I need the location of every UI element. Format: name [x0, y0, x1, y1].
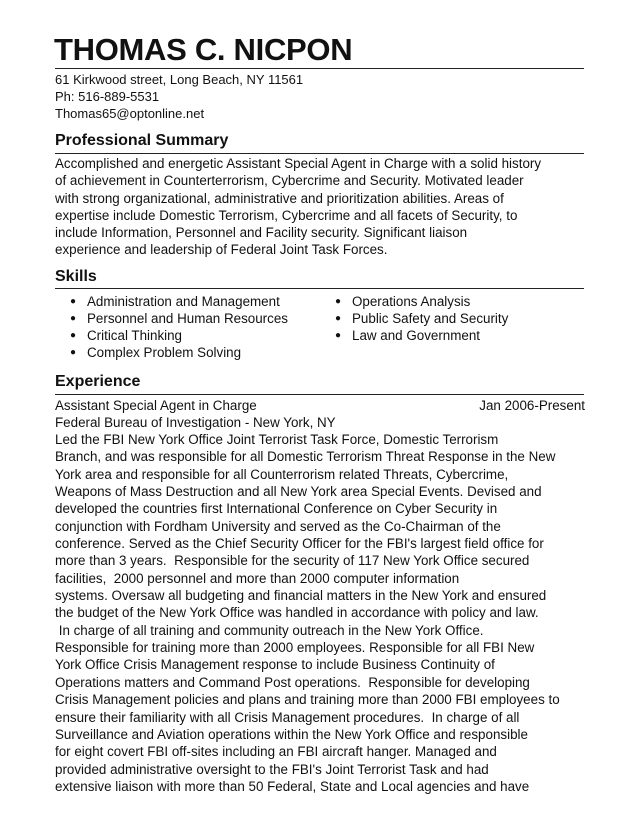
skill-item	[67, 327, 288, 344]
summary-line: expertise include Domestic Terrorism, Cybercrime and all facets of Security, to	[55, 207, 518, 223]
job-dates: Jan 2006-Present	[479, 398, 585, 413]
summary-line: experience and leadership of Federal Joint Task Forces.	[55, 242, 388, 258]
job-description-line: Branch, and was responsible for all Domestic Terrorism Threat Response in the New	[55, 449, 556, 465]
job-description-line: ensure their familiarity with all Crisis Management procedures. In charge of all	[55, 709, 520, 725]
divider	[55, 394, 584, 395]
job-description-line: more than 3 years. Responsible for the security of 117 New York Office secured	[55, 553, 530, 569]
job-description-line: York Office Crisis Management response to include Business Continuity of	[55, 657, 495, 673]
job-description-line: for eight covert FBI off-sites including an FBI aircraft hanger. Managed and	[55, 744, 497, 760]
experience-heading: Experience	[55, 373, 141, 390]
bullet-icon: ●	[70, 296, 77, 307]
job-description-line: Led the FBI New York Office Joint Terrorist Task Force, Domestic Terrorism	[55, 432, 499, 447]
summary-line: with strong organizational, administrative and prioritization abilities. Areas of	[55, 190, 504, 206]
job-employer: Federal Bureau of Investigation - New York, NY	[55, 415, 336, 431]
skill-label: Operations Analysis	[352, 294, 471, 309]
skill-item	[332, 327, 508, 344]
candidate-name: THOMAS C. NICPON	[54, 32, 353, 67]
bullet-icon: ●	[70, 330, 77, 341]
skill-label: Public Safety and Security	[352, 311, 509, 326]
job-description-line: developed the countries first International Conference on Cyber Security in	[55, 501, 498, 517]
skills-column-left	[67, 293, 288, 361]
address: 61 Kirkwood street, Long Beach, NY 11561	[55, 72, 304, 87]
divider	[55, 153, 584, 154]
skill-label: Complex Problem Solving	[87, 345, 242, 360]
job-description-line: Weapons of Mass Destruction and all New York area Special Events. Devised and	[55, 484, 542, 500]
divider	[55, 288, 584, 289]
job-header	[55, 397, 585, 432]
email: Thomas65@optonline.net	[55, 106, 205, 121]
skill-item	[67, 293, 288, 310]
divider	[55, 68, 584, 69]
job-description-line: Responsible for training more than 2000 employees. Responsible for all FBI New	[55, 640, 535, 656]
summary-text	[55, 155, 541, 259]
phone: Ph: 516-889-5531	[55, 89, 160, 104]
job-title: Assistant Special Agent in Charge	[55, 398, 257, 413]
summary-line: include Information, Personnel and Facility security. Significant liaison	[55, 225, 468, 241]
job-description-line: Crisis Management policies and plans and training more than 2000 FBI employees to	[55, 692, 560, 708]
skill-label: Administration and Management	[87, 294, 280, 309]
bullet-icon: ●	[70, 313, 77, 324]
bullet-icon: ●	[70, 347, 77, 358]
job-description-line: conjunction with Fordham University and served as the Co-Chairman of the	[55, 518, 501, 534]
skill-item	[332, 310, 508, 327]
job-description-line: facilities, 2000 personnel and more than 2000 computer information	[55, 570, 460, 586]
contact-info	[55, 71, 303, 122]
skill-item	[332, 293, 508, 310]
job-description-line: systems. Oversaw all budgeting and financial matters in the New York and ensured	[55, 588, 547, 604]
skill-label: Personnel and Human Resources	[87, 311, 288, 326]
job-description-line: provided administrative oversight to the FBI's Joint Terrorist Task and had	[55, 761, 489, 777]
skill-label: Critical Thinking	[87, 328, 183, 343]
summary-line: Accomplished and energetic Assistant Special Agent in Charge with a solid history	[55, 156, 542, 171]
job-description-line: York area and responsible for all Counterrorism related Threats, Cybercrime,	[55, 466, 509, 482]
summary-heading: Professional Summary	[55, 132, 229, 149]
bullet-icon: ●	[335, 313, 342, 324]
job-description-line: Operations matters and Command Post operations. Responsible for developing	[55, 674, 530, 690]
bullet-icon: ●	[335, 330, 342, 341]
job-description-line: extensive liaison with more than 50 Federal, State and Local agencies and have	[55, 778, 530, 794]
job-description-line: Surveillance and Aviation operations within the New York Office and responsible	[55, 726, 528, 742]
job-description-line: the budget of the New York Office was handled in accordance with policy and law.	[55, 605, 539, 621]
skills-heading: Skills	[55, 268, 97, 285]
job-description-line: conference. Served as the Chief Security Officer for the FBI's largest field office for	[55, 536, 544, 552]
job-description-line: In charge of all training and community outreach in the New York Office.	[55, 622, 484, 638]
skills-column-right	[332, 293, 508, 344]
summary-line: of achievement in Counterterrorism, Cybercrime and Security. Motivated leader	[55, 173, 524, 189]
skill-item	[67, 310, 288, 327]
bullet-icon: ●	[335, 296, 342, 307]
job-description	[55, 431, 560, 795]
skill-label: Law and Government	[352, 328, 481, 343]
skill-item	[67, 344, 288, 361]
